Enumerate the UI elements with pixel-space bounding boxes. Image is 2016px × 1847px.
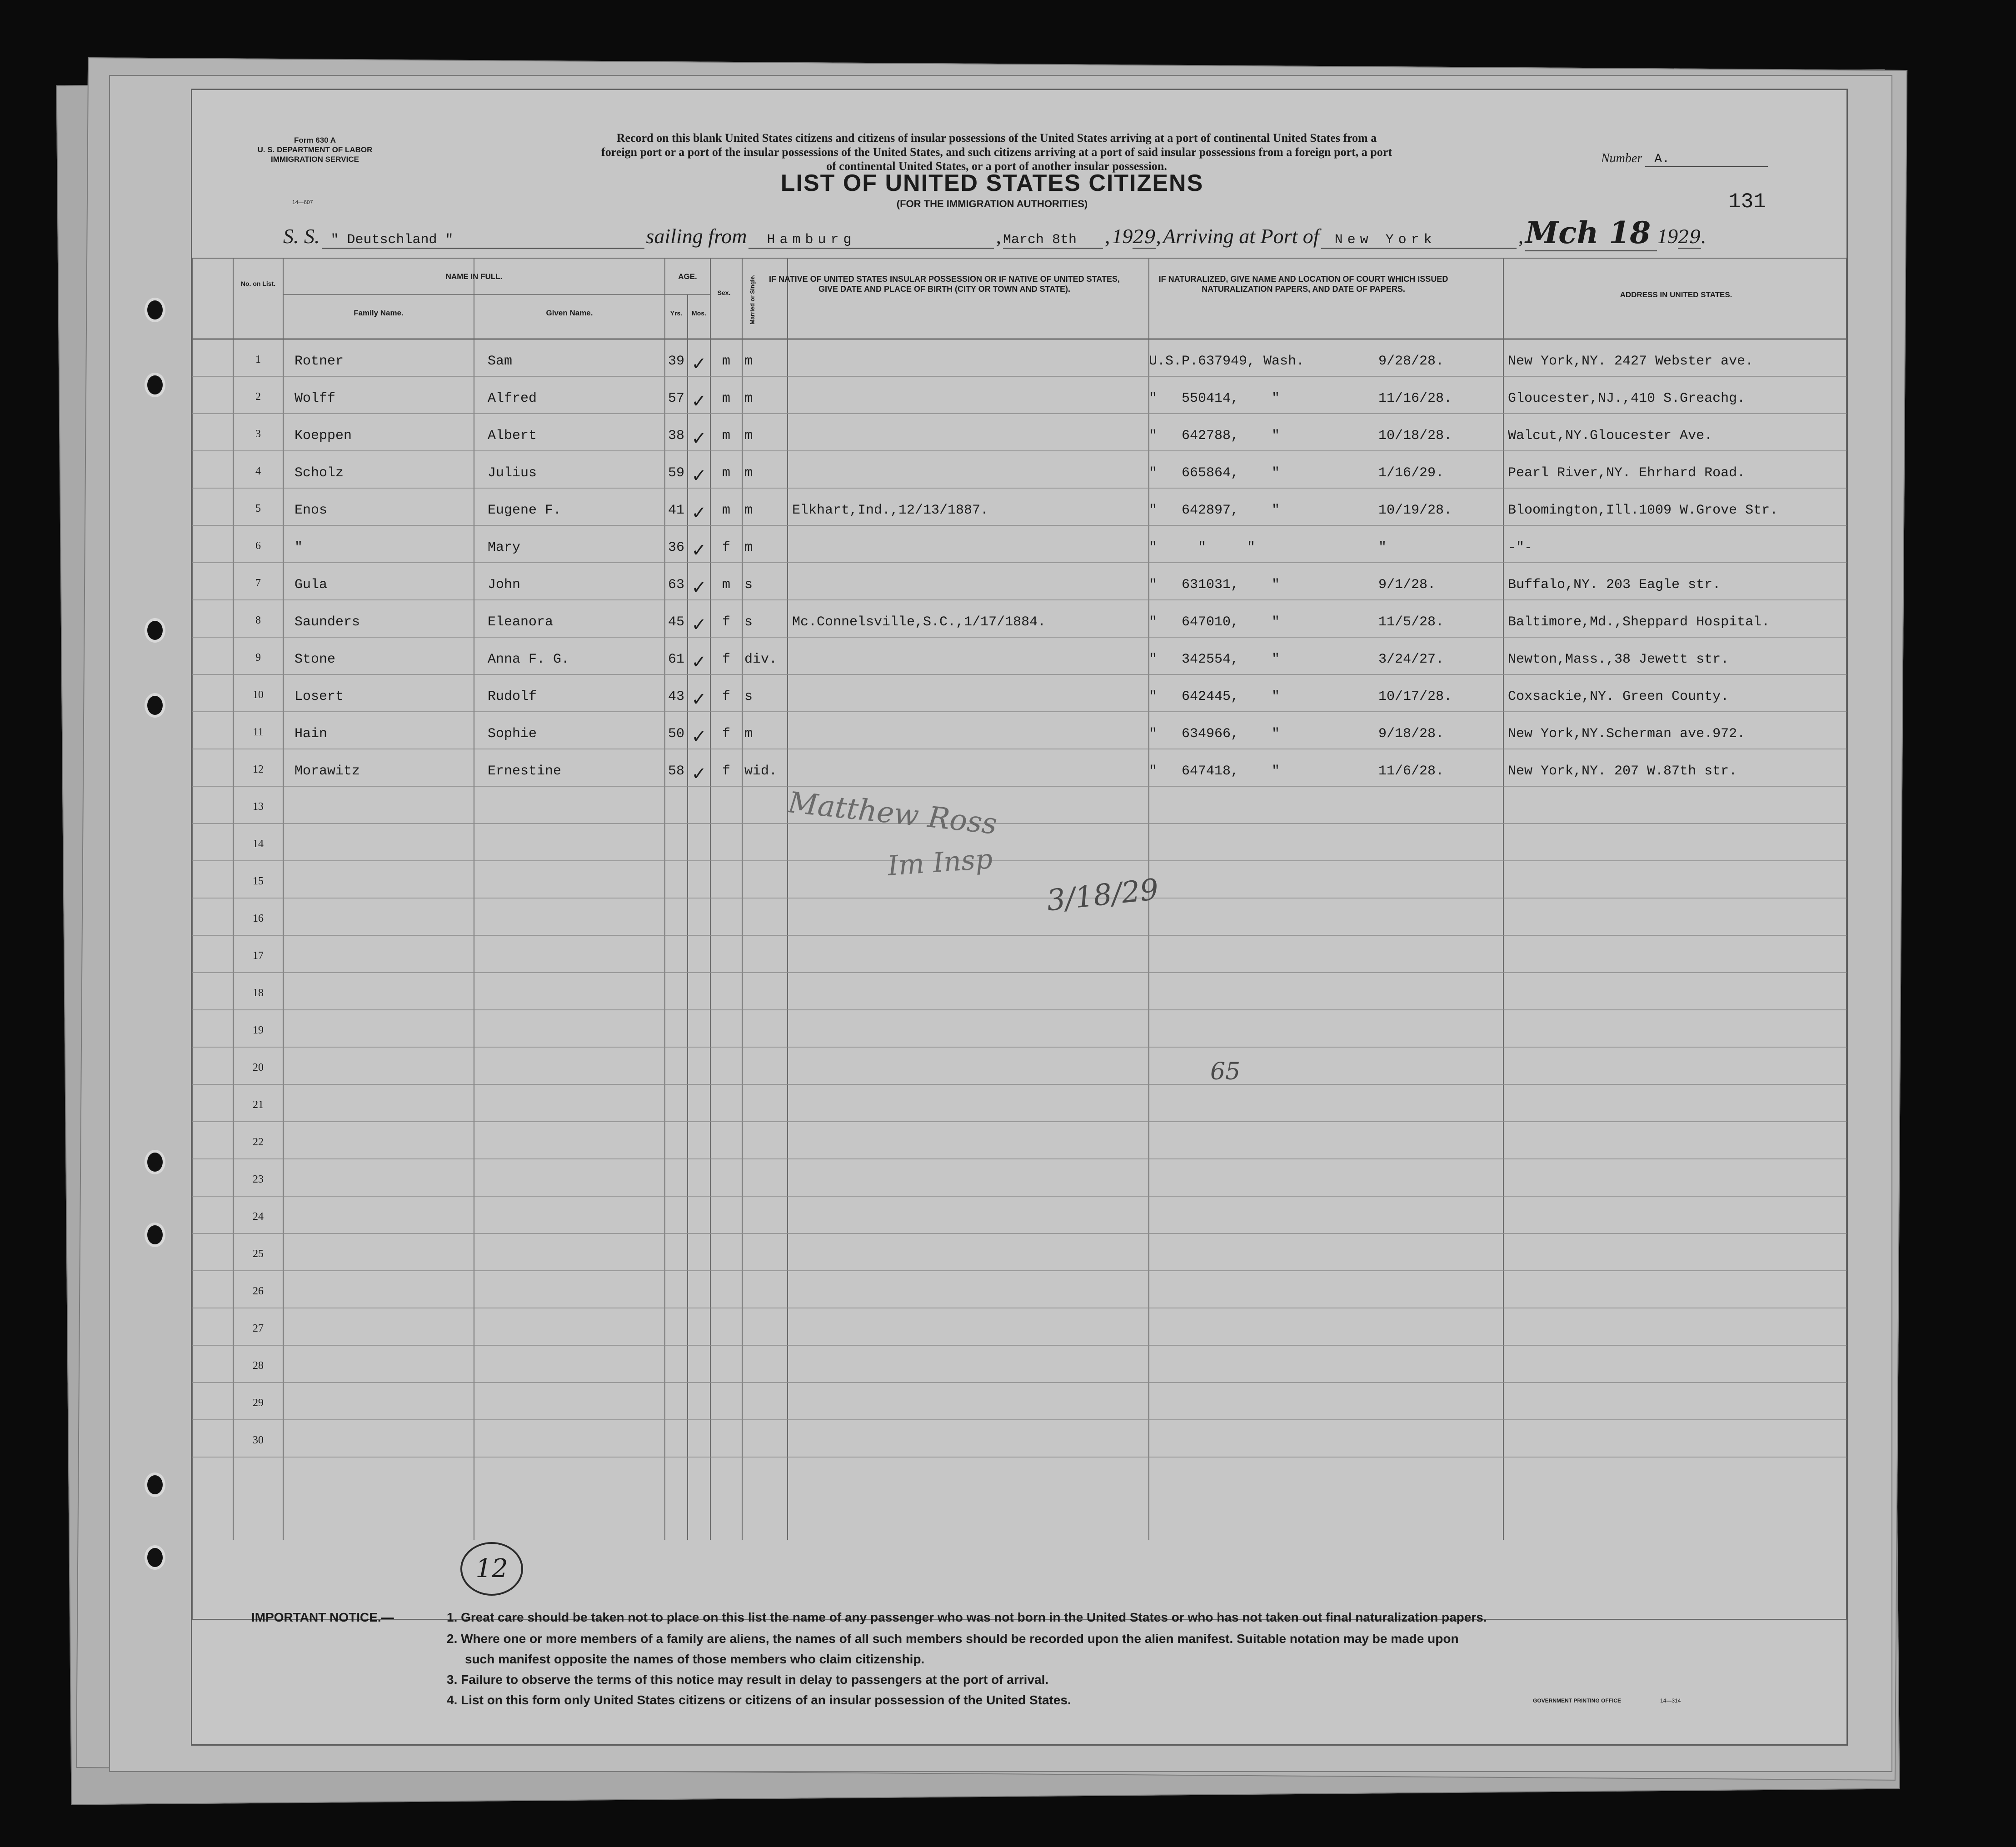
circled-number-text: 12 [475,1554,508,1583]
row-number: 28 [253,1360,264,1372]
naturalization-paper: " 634966, " [1149,726,1280,742]
header-mos: Mos. [692,309,706,317]
age-check: ✓ [691,428,707,449]
printing-office: GOVERNMENT PRINTING OFFICE [1533,1697,1622,1704]
sex: m [722,465,730,481]
notice-label: IMPORTANT NOTICE.— [251,1610,394,1624]
form-number: Form 630 A [294,136,336,145]
family-name: Stone [294,652,336,667]
header-no-on-list: No. on List. [240,280,276,287]
sex: f [722,614,730,630]
family-name: Morawitz [294,764,360,779]
notice-item-1: 1. Great care should be taken not to place on this list the name of any passenger who was not born in the United States or who has not taken out final naturalization papers. [447,1610,1487,1624]
family-name: Koeppen [294,428,352,444]
naturalization-paper: U.S.P.637949, Wash. [1149,354,1305,369]
number-label: Number [1601,151,1642,165]
header-sex: Sex. [717,289,731,296]
row-number: 20 [253,1062,264,1073]
naturalization-date: 11/16/28. [1378,391,1452,406]
family-name: Rotner [294,354,344,369]
age-check: ✓ [691,577,707,598]
binder-hole [145,1473,165,1497]
naturalization-paper: " 550414, " [1149,391,1280,406]
row-number: 2 [255,391,261,403]
header-native-birth: IF NATIVE OF UNITED STATES INSULAR POSSESSION OR IF NATIVE OF UNITED STATES, GIVE DATE AND PLACE OF BIRTH (CITY OR TOWN AND STATE). [768,275,1120,294]
inspector-signature: Matthew Ross [786,786,999,841]
header-address: ADDRESS IN UNITED STATES. [1620,290,1732,299]
row-number: 24 [253,1211,264,1223]
us-address: New York,NY.Scherman ave.972. [1508,726,1746,742]
row-number: 4 [255,465,261,477]
given-name: Sam [488,354,513,369]
age-check: ✓ [691,764,707,784]
manifest-sheet [191,89,1848,1746]
header-family-name: Family Name. [354,309,404,317]
naturalization-date: 9/1/28. [1378,577,1436,593]
sail-date: March 8th [1003,232,1103,249]
birth-place-date: Mc.Connelsville,S.C.,1/17/1884. [792,614,1046,630]
birth-place-date: Elkhart,Ind.,12/13/1887. [792,503,989,518]
page-stamp: 131 [1728,190,1766,214]
row-number: 19 [253,1024,264,1036]
header-name-in-full: NAME IN FULL. [445,272,503,281]
marital-status: s [744,577,753,593]
binder-hole [145,373,165,397]
sex: f [722,652,730,667]
printing-code: 14—607 [292,199,313,205]
binder-hole [145,1545,165,1570]
given-name: Alfred [488,391,537,406]
notice-item-3: 3. Failure to observe the terms of this notice may result in delay to passengers at the port of arrival. [447,1672,1049,1687]
given-name: Julius [488,465,537,481]
family-name: Saunders [294,614,360,630]
marital-status: div. [744,652,778,667]
voyage-line: S. S. " Deutschland " sailing from Hamburg , March 8th , 1929, Arriving at Port of New York , Mch 18 1929. [283,215,1707,250]
us-address: -"- [1508,540,1533,555]
age-years: 50 [668,726,684,742]
given-name: Eleanora [488,614,554,630]
row-number: 23 [253,1173,264,1185]
year-suffix: 29 [1133,227,1156,248]
us-address: Baltimore,Md.,Sheppard Hospital. [1508,614,1770,630]
marital-status: wid. [744,764,778,779]
row-number: 7 [255,577,261,589]
age-check: ✓ [691,354,707,374]
record-text-line: Record on this blank United States citizens and citizens of insular possessions of the United States arriving at a port of continental United States from a [616,131,1377,145]
age-check: ✓ [691,614,707,635]
notice-item-2b: such manifest opposite the names of those members who claim citizenship. [465,1652,925,1666]
family-name: Losert [294,689,344,704]
family-name: Wolff [294,391,336,406]
us-address: Newton,Mass.,38 Jewett str. [1508,652,1729,667]
sex: m [722,503,730,518]
naturalization-date: 11/6/28. [1378,764,1444,779]
row-number: 1 [255,354,261,365]
inspector-title: Im Insp [886,843,994,882]
sex: f [722,689,730,704]
age-years: 59 [668,465,684,481]
age-check: ✓ [691,689,707,710]
naturalization-date: 9/18/28. [1378,726,1444,742]
record-text-line: foreign port or a port of the insular possessions of the United States, and such citizens arriving at a port of said insular possessions from a foreign port, a port [601,145,1392,159]
family-name: Gula [294,577,328,593]
sex: f [722,540,730,555]
department-name: U. S. DEPARTMENT OF LABOR [257,145,373,154]
age-years: 57 [668,391,684,406]
port-from: Hamburg [749,232,994,249]
age-years: 36 [668,540,684,555]
ss-label: S. S. [283,225,320,248]
row-number: 13 [253,801,264,813]
page-subtitle: (FOR THE IMMIGRATION AUTHORITIES) [896,198,1088,210]
marital-status: m [744,354,753,369]
naturalization-date: 10/17/28. [1378,689,1452,704]
sex: m [722,354,730,369]
arrival-date-handwritten: Mch 18 [1525,215,1657,251]
header-naturalized: IF NATURALIZED, GIVE NAME AND LOCATION OF COURT WHICH ISSUED NATURALIZATION PAPERS, AND DATE OF PAPERS. [1158,275,1448,294]
row-number: 26 [253,1285,264,1297]
us-address: New York,NY. 207 W.87th str. [1508,764,1737,779]
page-title: LIST OF UNITED STATES CITIZENS [780,170,1204,196]
header-yrs: Yrs. [670,309,683,317]
binder-hole [145,1150,165,1174]
year-prefix: 19 [1112,225,1133,248]
naturalization-date: 11/5/28. [1378,614,1444,630]
given-name: Mary [488,540,521,555]
row-number: 22 [253,1136,264,1148]
sailing-label: sailing from [646,225,747,248]
notice-item-4: 4. List on this form only United States citizens or citizens of an insular possession of the United States. [447,1693,1071,1707]
us-address: Buffalo,NY. 203 Eagle str. [1508,577,1721,593]
row-number: 11 [253,726,264,738]
given-name: Ernestine [488,764,562,779]
port-to: New York [1321,232,1517,249]
row-number: 27 [253,1323,264,1334]
us-address: Gloucester,NJ.,410 S.Greachg. [1508,391,1746,406]
header-given-name: Given Name. [546,309,593,317]
row-number: 12 [253,764,264,775]
notice-item-2a: 2. Where one or more members of a family are aliens, the names of all such members should be recorded upon the alien manifest. Suitable notation may be made upon [447,1632,1459,1646]
row-number: 14 [253,838,264,850]
marital-status: m [744,428,753,444]
age-years: 63 [668,577,684,593]
us-address: Coxsackie,NY. Green County. [1508,689,1729,704]
manifest-grid [192,90,1846,1744]
us-address: Walcut,NY.Gloucester Ave. [1508,428,1713,444]
us-address: New York,NY. 2427 Webster ave. [1508,354,1754,369]
naturalization-date: 3/24/27. [1378,652,1444,667]
marital-status: s [744,689,753,704]
age-check: ✓ [691,540,707,561]
row-number: 29 [253,1397,264,1409]
marital-status: m [744,391,753,406]
naturalization-date: 10/19/28. [1378,503,1452,518]
record-text-line: of continental United States, or a port of another insular possession. [826,160,1167,173]
naturalization-paper: " 642897, " [1149,503,1280,518]
sex: m [722,428,730,444]
sex: m [722,577,730,593]
naturalization-paper: " 647010, " [1149,614,1280,630]
us-address: Pearl River,NY. Ehrhard Road. [1508,465,1746,481]
row-number: 15 [253,875,264,887]
given-name: John [488,577,521,593]
header-married-single: Married or Single. [749,275,756,324]
row-number: 10 [253,689,264,701]
row-number: 30 [253,1434,264,1446]
naturalization-date: 1/16/29. [1378,465,1444,481]
family-name: " [294,540,303,555]
age-years: 41 [668,503,684,518]
number-value: A. [1645,152,1768,167]
given-name: Eugene F. [488,503,562,518]
sex: f [722,726,730,742]
row-number: 5 [255,503,261,514]
family-name: Scholz [294,465,344,481]
ship-name: " Deutschland " [322,232,644,249]
binder-hole [145,298,165,322]
naturalization-paper: " 665864, " [1149,465,1280,481]
age-years: 45 [668,614,684,630]
marital-status: m [744,540,753,555]
row-number: 16 [253,913,264,924]
given-name: Albert [488,428,537,444]
age-years: 38 [668,428,684,444]
naturalization-date: 10/18/28. [1378,428,1452,444]
age-check: ✓ [691,652,707,673]
marital-status: m [744,465,753,481]
naturalization-paper: " " " [1149,540,1256,555]
naturalization-paper: " 631031, " [1149,577,1280,593]
binder-hole [145,693,165,718]
binder-hole [145,1223,165,1247]
age-years: 39 [668,354,684,369]
row-number: 17 [253,950,264,962]
row-number: 25 [253,1248,264,1260]
year-suffix: 29 [1678,227,1701,248]
year-prefix: 19 [1657,225,1678,248]
sex: f [722,764,730,779]
us-address: Bloomington,Ill.1009 W.Grove Str. [1508,503,1778,518]
marital-status: s [744,614,753,630]
page-mark: 65 [1210,1058,1241,1085]
family-name: Enos [294,503,328,518]
age-years: 43 [668,689,684,704]
circled-number [460,1542,523,1596]
naturalization-paper: " 642445, " [1149,689,1280,704]
marital-status: m [744,503,753,518]
age-check: ✓ [691,726,707,747]
binder-hole [145,618,165,643]
service-name: IMMIGRATION SERVICE [271,155,359,164]
printing-office-code: 14—314 [1660,1697,1681,1704]
inspector-date: 3/18/29 [1045,873,1160,918]
naturalization-paper: " 647418, " [1149,764,1280,779]
row-number: 21 [253,1099,264,1111]
row-number: 9 [255,652,261,664]
header-age: AGE. [678,272,697,281]
naturalization-paper: " 642788, " [1149,428,1280,444]
row-number: 8 [255,614,261,626]
given-name: Rudolf [488,689,537,704]
row-number: 18 [253,987,264,999]
age-check: ✓ [691,503,707,524]
row-number: 6 [255,540,261,552]
age-years: 61 [668,652,684,667]
row-number: 3 [255,428,261,440]
naturalization-date: 9/28/28. [1378,354,1444,369]
given-name: Anna F. G. [488,652,570,667]
given-name: Sophie [488,726,537,742]
age-check: ✓ [691,391,707,412]
family-name: Hain [294,726,328,742]
arriving-label: Arriving at Port of [1163,225,1319,248]
age-check: ✓ [691,465,707,486]
naturalization-date: " [1378,540,1387,555]
marital-status: m [744,726,753,742]
naturalization-paper: " 342554, " [1149,652,1280,667]
age-years: 58 [668,764,684,779]
sex: m [722,391,730,406]
